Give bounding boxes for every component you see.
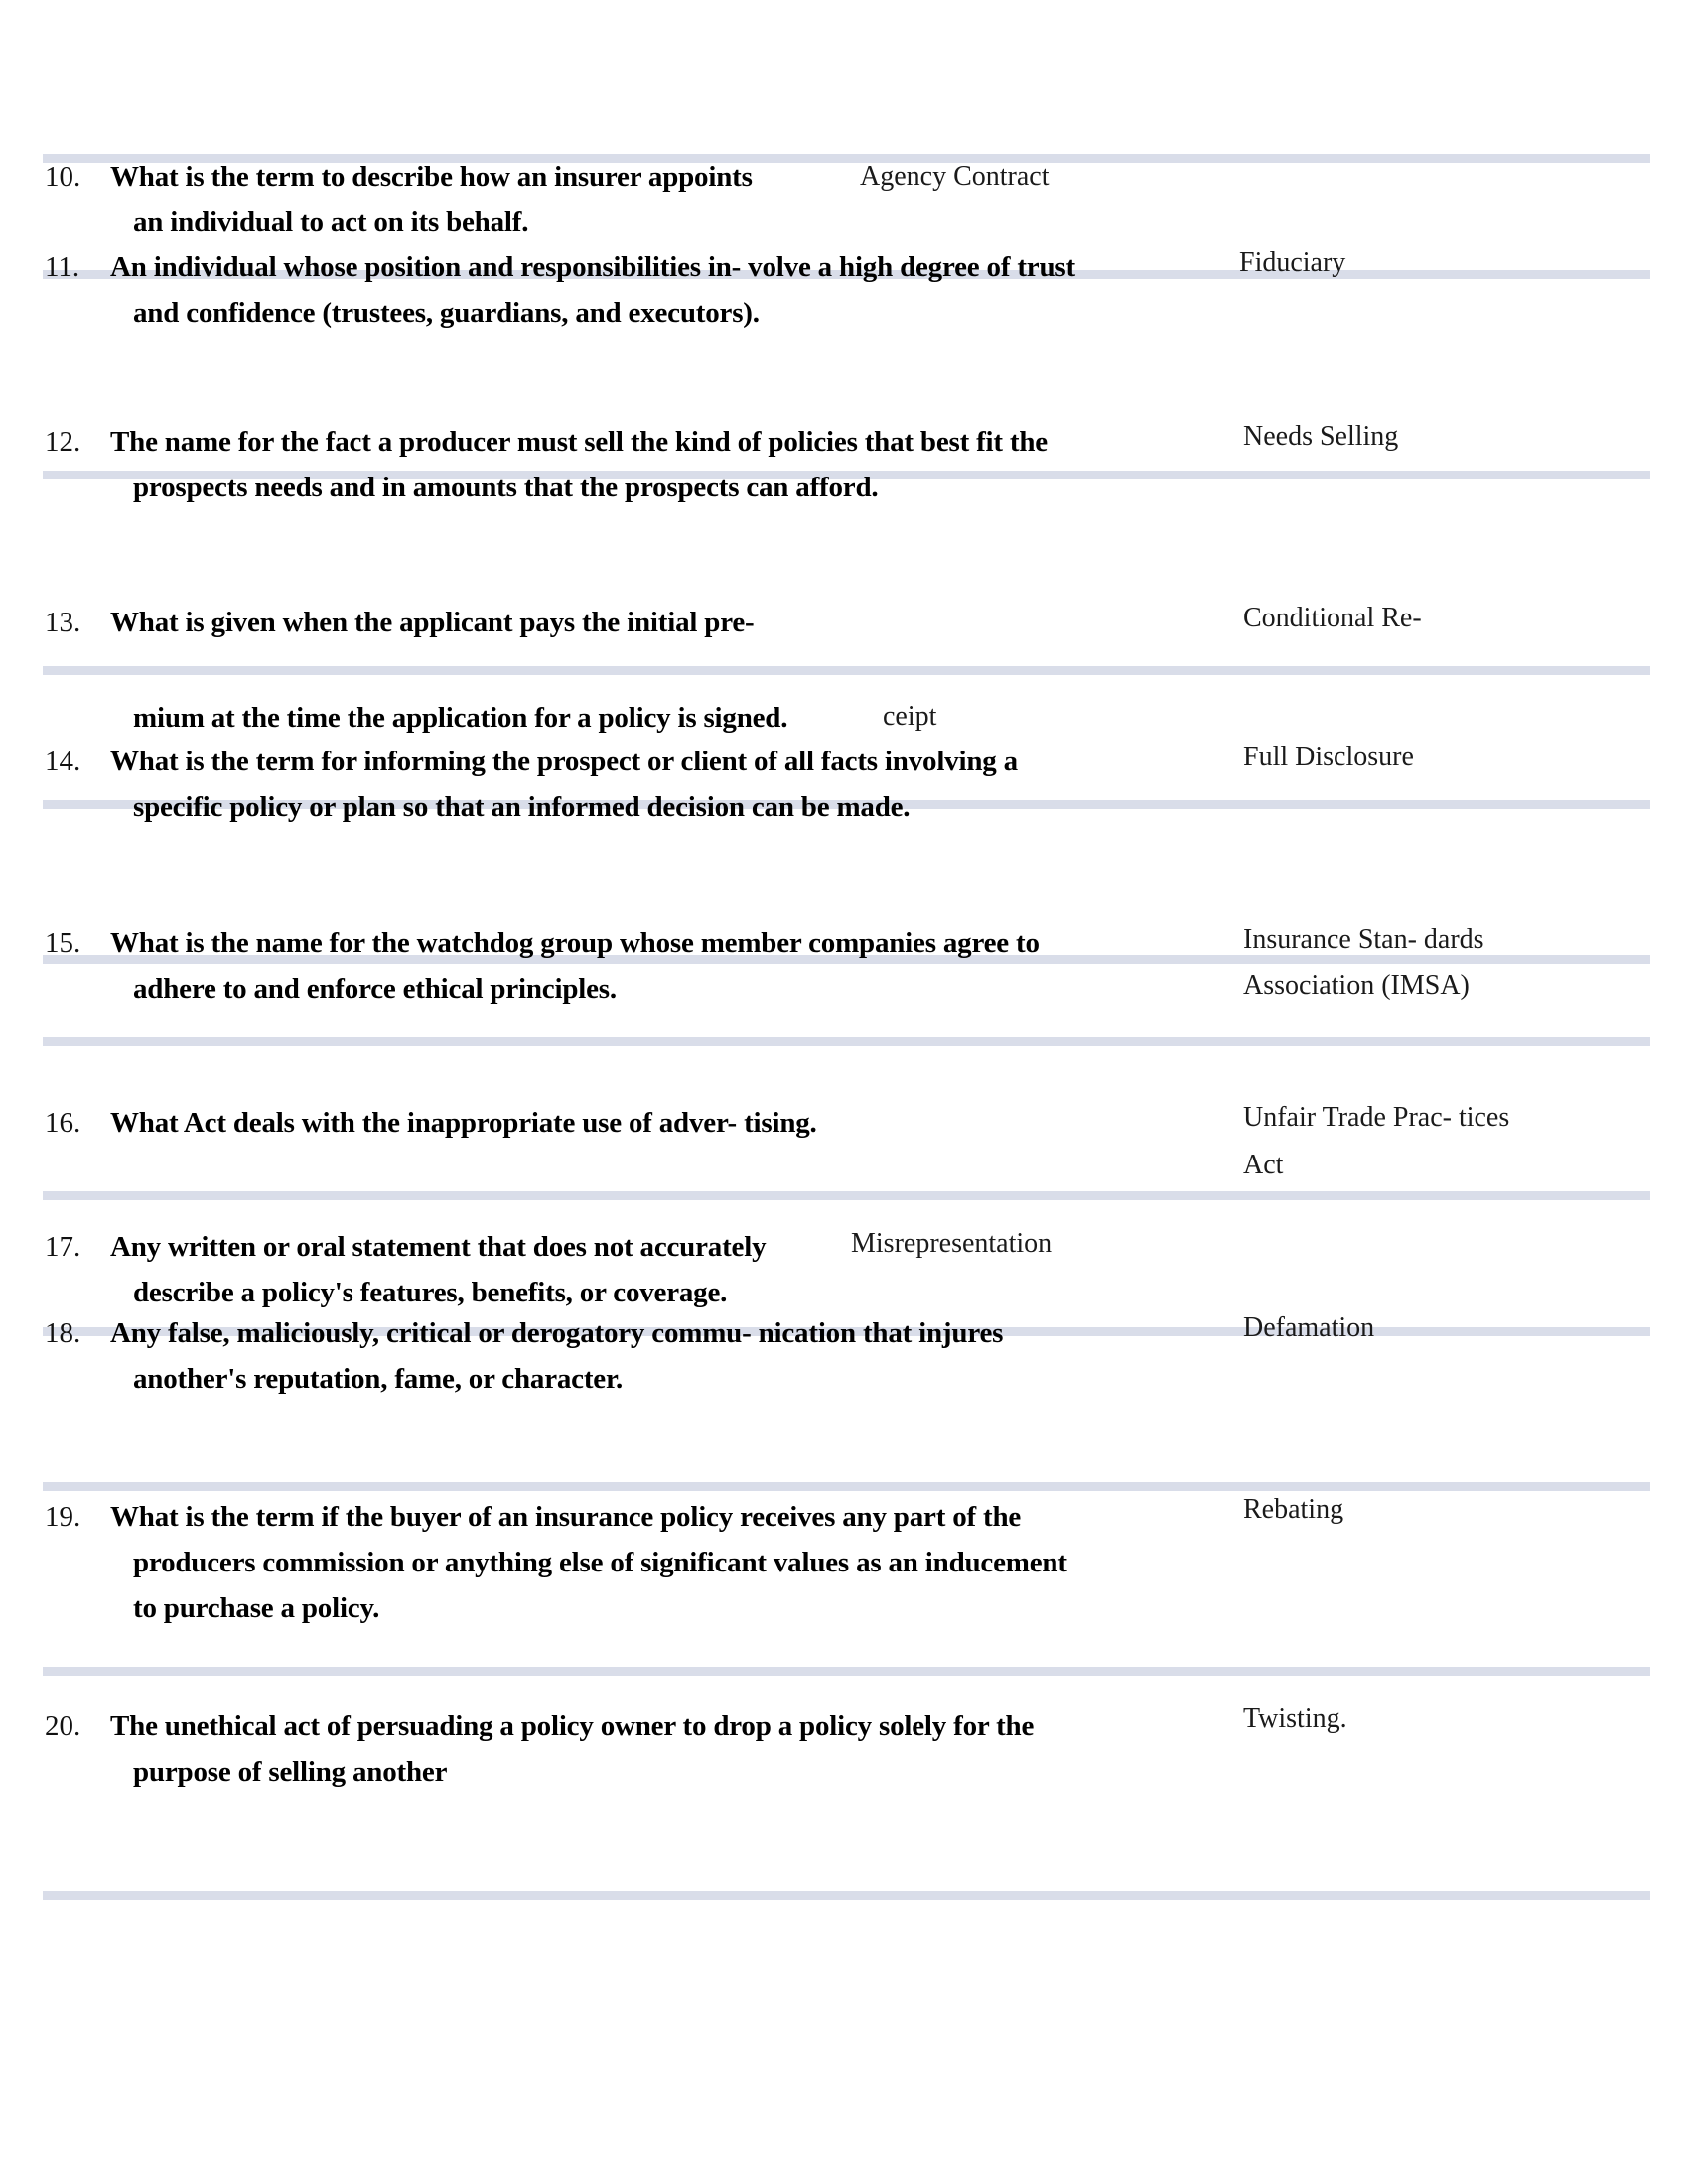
- separator-rule: [43, 1667, 1650, 1676]
- answer-text-line1: Needs Selling: [1243, 421, 1399, 452]
- separator-rule: [43, 1891, 1650, 1900]
- question-text-line1: What is given when the applicant pays the initial pre-: [110, 607, 755, 638]
- question-text-line1: Any written or oral statement that does not accurately: [110, 1231, 767, 1263]
- question-number: 15.: [45, 927, 81, 959]
- question-text-line2: mium at the time the application for a policy is signed.: [133, 702, 788, 734]
- question-text-line1: Any false, maliciously, critical or derogatory commu- nication that injures: [110, 1317, 1004, 1349]
- question-text-line3: to purchase a policy.: [133, 1592, 380, 1624]
- question-number: 11.: [45, 251, 80, 283]
- answer-text-line1: Agency Contract: [860, 161, 1050, 192]
- question-number: 10.: [45, 161, 81, 193]
- question-number: 19.: [45, 1501, 81, 1533]
- question-text-line2: purpose of selling another: [133, 1756, 448, 1788]
- question-text-line1: What is the term for informing the prospect or client of all facts involving a: [110, 746, 1018, 777]
- question-number: 16.: [45, 1107, 81, 1139]
- answer-text-line1: Twisting.: [1243, 1704, 1347, 1734]
- question-number: 14.: [45, 746, 81, 777]
- question-text-line2: producers commission or anything else of significant values as an inducement: [133, 1547, 1067, 1578]
- question-text-line1: An individual whose position and responsibilities in- volve a high degree of trust: [110, 251, 1075, 283]
- question-text-line1: The unethical act of persuading a policy owner to drop a policy solely for the: [110, 1710, 1035, 1742]
- question-number: 17.: [45, 1231, 81, 1263]
- separator-rule: [43, 666, 1650, 675]
- answer-text-line2: Association (IMSA): [1243, 970, 1470, 1001]
- answer-text-line1: Misrepresentation: [851, 1228, 1053, 1259]
- question-text-line1: What Act deals with the inappropriate use of adver- tising.: [110, 1107, 817, 1139]
- separator-rule: [43, 1037, 1650, 1046]
- question-number: 13.: [45, 607, 81, 638]
- question-text-line2: specific policy or plan so that an informed decision can be made.: [133, 791, 911, 823]
- question-text-line2: prospects needs and in amounts that the prospects can afford.: [133, 472, 879, 503]
- question-text-line2: and confidence (trustees, guardians, and executors).: [133, 297, 760, 329]
- answer-text-line1: Defamation: [1243, 1312, 1375, 1343]
- answer-text-line1: Fiduciary: [1239, 247, 1346, 278]
- answer-text-line1: Unfair Trade Prac- tices: [1243, 1102, 1510, 1133]
- answer-text-line2: ceipt: [883, 701, 937, 732]
- question-text-line1: What is the term to describe how an insurer appoints: [110, 161, 753, 193]
- question-text-line1: What is the name for the watchdog group whose member companies agree to: [110, 927, 1040, 959]
- question-number: 18.: [45, 1317, 81, 1349]
- answer-text-line1: Rebating: [1243, 1494, 1344, 1525]
- question-number: 12.: [45, 426, 81, 458]
- question-text-line1: What is the term if the buyer of an insurance policy receives any part of the: [110, 1501, 1022, 1533]
- answer-text-line1: Full Disclosure: [1243, 742, 1414, 772]
- question-number: 20.: [45, 1710, 81, 1742]
- separator-rule: [43, 1191, 1650, 1200]
- question-text-line2: adhere to and enforce ethical principles.: [133, 973, 617, 1005]
- question-text-line2: an individual to act on its behalf.: [133, 206, 529, 238]
- answer-text-line2: Act: [1243, 1150, 1284, 1180]
- answer-text-line1: Conditional Re-: [1243, 603, 1422, 633]
- question-text-line2: describe a policy's features, benefits, or coverage.: [133, 1277, 728, 1308]
- question-text-line1: The name for the fact a producer must sell the kind of policies that best fit the: [110, 426, 1048, 458]
- question-text-line2: another's reputation, fame, or character.: [133, 1363, 624, 1395]
- answer-text-line1: Insurance Stan- dards: [1243, 924, 1484, 955]
